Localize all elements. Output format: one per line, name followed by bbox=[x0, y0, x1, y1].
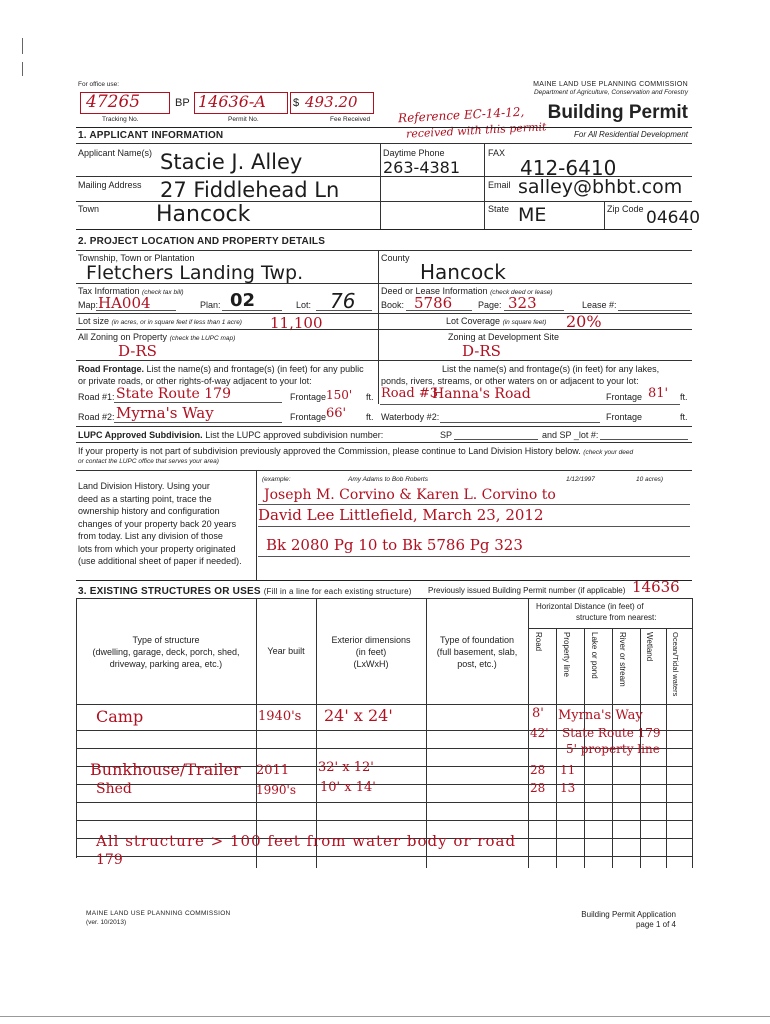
state-label: State bbox=[488, 204, 510, 214]
zip-value: 04640 bbox=[646, 208, 701, 228]
history-note-hint2: or contact the LUPC office that serves your area) bbox=[78, 458, 219, 465]
lease-label: Lease #: bbox=[582, 300, 617, 310]
sp-label: SP bbox=[440, 430, 453, 440]
table-rule bbox=[76, 704, 692, 705]
zoning-label bbox=[78, 332, 235, 342]
applicant-value: Stacie J. Alley bbox=[160, 150, 303, 174]
fill-line bbox=[114, 422, 282, 423]
email-value: salley@bhbt.com bbox=[518, 176, 683, 198]
road-frontage-text: List the name(s) and frontage(s) (in feet) for any public bbox=[146, 364, 364, 374]
row4-dims: 32' x 12' bbox=[318, 760, 374, 775]
fee-label: Fee Received bbox=[330, 116, 371, 123]
deed-label-text: Deed or Lease Information bbox=[381, 286, 488, 296]
agency-name: MAINE LAND USE PLANNING COMMISSION bbox=[533, 81, 688, 88]
mailing-label: Mailing Address bbox=[78, 180, 142, 190]
county-label: County bbox=[381, 253, 410, 263]
prev-permit-label: Previously issued Building Permit number (if applicable) bbox=[428, 586, 626, 595]
road2-value: Myrna's Way bbox=[116, 404, 214, 422]
deed-hint: (check deed or lease) bbox=[490, 289, 553, 296]
history-note bbox=[78, 446, 633, 456]
ldh-line: from today. List any division of those bbox=[78, 531, 223, 541]
history-entry-2: David Lee Littlefield, March 23, 2012 bbox=[258, 506, 544, 524]
table-rule bbox=[528, 628, 692, 629]
map-label: Map: bbox=[78, 300, 99, 310]
waterbody2-frontage-label: Frontage bbox=[606, 412, 643, 422]
example-names: Amy Adams to Bob Roberts bbox=[348, 476, 428, 483]
row2-road: 42' bbox=[530, 726, 549, 740]
plan-label: Plan: bbox=[200, 300, 221, 310]
row5-dims: 10' x 14' bbox=[320, 780, 376, 795]
bp-label: BP bbox=[175, 97, 190, 109]
department-name: Department of Agriculture, Conservation and Forestry bbox=[533, 89, 688, 96]
for-office-use-label: For office use: bbox=[78, 81, 120, 88]
zoning-hint: (check the LUPC map) bbox=[169, 335, 236, 342]
tracking-number: 47265 bbox=[86, 92, 141, 112]
section3-title-hint: (Fill in a line for each existing structure) bbox=[263, 587, 412, 596]
history-entry-1: Joseph M. Corvino & Karen L. Corvino to bbox=[264, 487, 556, 503]
road-frontage-heading bbox=[78, 364, 364, 374]
section3-title bbox=[78, 586, 412, 597]
book-value: 5786 bbox=[414, 294, 453, 312]
lotsize-value: 11,100 bbox=[270, 314, 323, 332]
ft-label: ft. bbox=[366, 392, 374, 402]
table-rule bbox=[76, 802, 692, 803]
zoning-label-text: All Zoning on Property bbox=[78, 332, 168, 342]
section-rule bbox=[76, 580, 692, 581]
col-foundation-line: Type of foundation bbox=[439, 635, 515, 645]
permit-number: 14636-A bbox=[198, 92, 266, 111]
road3-frontage-label: Frontage bbox=[606, 392, 643, 402]
col-divider bbox=[256, 470, 257, 580]
tax-hint: (check tax bill) bbox=[142, 289, 184, 296]
row1-road: 8' bbox=[532, 706, 544, 721]
ft-label: ft. bbox=[680, 412, 688, 422]
phone-label: Daytime Phone bbox=[383, 148, 445, 158]
section-rule bbox=[76, 250, 692, 251]
road2-frontage-label: Frontage bbox=[290, 412, 327, 422]
town-value: Hancock bbox=[156, 202, 251, 227]
road-frontage-label: Road Frontage. bbox=[78, 364, 145, 374]
row4-road: 28 bbox=[530, 763, 546, 777]
row4-year: 2011 bbox=[256, 763, 290, 778]
fill-line bbox=[600, 439, 688, 440]
col-foundation-line: (full basement, slab, bbox=[436, 647, 518, 657]
road1-label: Road #1: bbox=[78, 392, 115, 402]
row1-dims: 24' x 24' bbox=[324, 706, 393, 725]
dist-col-ocean: Ocean/Tidal waters bbox=[671, 632, 680, 697]
row-rule bbox=[76, 442, 692, 443]
zip-label: Zip Code bbox=[607, 204, 644, 214]
section-rule bbox=[76, 598, 692, 599]
row5-note: 13 bbox=[560, 781, 576, 795]
lotsize-label-text: Lot size bbox=[78, 316, 110, 326]
page-value: 323 bbox=[508, 294, 537, 312]
section-rule bbox=[76, 229, 692, 230]
scan-edge bbox=[0, 1016, 770, 1017]
dollar-sign: $ bbox=[293, 97, 300, 109]
history-entry-3: Bk 2080 Pg 10 to Bk 5786 Pg 323 bbox=[266, 536, 523, 554]
tracking-label: Tracking No. bbox=[102, 116, 139, 123]
ldh-line: changes of your property back 20 years bbox=[78, 518, 237, 529]
footer-form-name: Building Permit Application bbox=[581, 910, 676, 919]
lupc-label: LUPC Approved Subdivision. bbox=[78, 430, 203, 440]
fill-line bbox=[440, 422, 600, 423]
ldh-line: Land Division History. Using your bbox=[78, 481, 210, 491]
col-dims-line: (LxWxH) bbox=[353, 659, 389, 669]
ldh-line: deed as a starting point, trace the bbox=[78, 493, 212, 504]
example-date: 1/12/1997 bbox=[566, 476, 595, 483]
road3-frontage: 81' bbox=[648, 386, 669, 401]
zoning-site-label: Zoning at Development Site bbox=[448, 332, 560, 342]
fill-line bbox=[258, 504, 690, 505]
ldh-line: lots from which your property originated bbox=[78, 543, 236, 554]
margin-mark bbox=[22, 38, 23, 54]
zoning-value: D-RS bbox=[118, 342, 157, 360]
road1-value: State Route 179 bbox=[116, 386, 231, 402]
sp-lot-label: and SP _lot #: bbox=[542, 430, 599, 440]
col-dims-header bbox=[316, 634, 426, 670]
map-value: HA004 bbox=[98, 294, 151, 312]
col-divider bbox=[380, 143, 381, 229]
fee-amount: 493.20 bbox=[305, 93, 358, 111]
road-frontage-text2: or private roads, or other rights-of-way adjacent to your lot: bbox=[78, 376, 312, 386]
tax-label-text: Tax Information bbox=[78, 286, 140, 296]
fill-line bbox=[454, 439, 538, 440]
road1-frontage: 150' bbox=[326, 388, 353, 402]
fill-line bbox=[258, 556, 690, 557]
coverage-label bbox=[446, 316, 546, 326]
col-type-header bbox=[76, 634, 256, 670]
table-col-divider bbox=[256, 598, 257, 868]
land-division-history-text bbox=[78, 480, 242, 568]
table-rule bbox=[76, 820, 692, 821]
coverage-label-text: Lot Coverage bbox=[446, 316, 501, 326]
reference-note: Reference EC-14-12, bbox=[397, 104, 525, 126]
township-value: Fletchers Landing Twp. bbox=[86, 262, 304, 284]
col-type-line: driveway, parking area, etc.) bbox=[109, 659, 223, 669]
footer-version: (ver. 10/2013) bbox=[86, 919, 127, 926]
fill-line bbox=[222, 310, 282, 311]
water-frontage-text2: ponds, rivers, streams, or other waters on or adjacent to your lot: bbox=[381, 376, 639, 386]
row-rule bbox=[76, 360, 692, 361]
row5-type: Shed bbox=[96, 781, 132, 797]
row-rule bbox=[76, 426, 692, 427]
page-label: Page: bbox=[478, 300, 502, 310]
email-label: Email bbox=[488, 180, 511, 190]
col-divider bbox=[604, 201, 605, 229]
section1-title: 1. APPLICANT INFORMATION bbox=[78, 130, 224, 141]
road2-frontage: 66' bbox=[326, 406, 347, 421]
section2-title: 2. PROJECT LOCATION AND PROPERTY DETAILS bbox=[78, 236, 326, 247]
lotsize-label bbox=[78, 316, 242, 326]
road3-label: Road #3 bbox=[381, 386, 438, 401]
col-type-line: Type of structure bbox=[132, 635, 200, 645]
row1-note: Myrna's Way bbox=[558, 708, 643, 723]
row5-year: 1990's bbox=[256, 783, 296, 797]
ft-label: ft. bbox=[366, 412, 374, 422]
footer-page: page 1 of 4 bbox=[635, 920, 676, 929]
fill-line bbox=[406, 310, 472, 311]
form-subtitle: For All Residential Development bbox=[574, 130, 688, 139]
dist-col-lake: Lake or pond bbox=[590, 632, 599, 679]
col-year-header: Year built bbox=[267, 646, 305, 656]
fill-line bbox=[380, 404, 680, 405]
col-dims-line: Exterior dimensions bbox=[331, 635, 411, 645]
row5-road: 28 bbox=[530, 781, 546, 795]
structures-footnote: All structure > 100 feet from water body or road bbox=[96, 832, 517, 850]
township-label: Township, Town or Plantation bbox=[78, 253, 195, 263]
col-divider bbox=[378, 250, 379, 404]
form-title: Building Permit bbox=[547, 102, 688, 123]
col-foundation-line: post, etc.) bbox=[457, 659, 497, 669]
road1-frontage-label: Frontage bbox=[290, 392, 327, 402]
fill-line bbox=[618, 310, 690, 311]
row1-year: 1940's bbox=[258, 709, 302, 724]
row4-note: 11 bbox=[560, 763, 576, 777]
row1-type: Camp bbox=[96, 707, 144, 726]
row-rule bbox=[76, 329, 692, 330]
row-rule bbox=[76, 470, 692, 471]
road3-value: Hanna's Road bbox=[432, 386, 531, 402]
structures-footnote-2: 179 bbox=[96, 852, 123, 868]
lotsize-hint: (in acres, or in square feet if less than 1 acre) bbox=[111, 319, 242, 326]
fill-line bbox=[316, 310, 372, 311]
waterbody2-label: Waterbody #2: bbox=[381, 412, 440, 422]
reference-note-2: received with this permit bbox=[405, 120, 547, 141]
history-note-hint: (check your deed bbox=[583, 449, 634, 456]
section3-title-text: 3. EXISTING STRUCTURES OR USES bbox=[78, 586, 261, 597]
section-rule bbox=[76, 127, 692, 128]
history-note-text: If your property is not part of subdivision previously approved the Commission, please continue to Land Division History below. bbox=[78, 446, 581, 456]
distance-header-1: Horizontal Distance (in feet) of bbox=[536, 602, 644, 611]
coverage-value: 20% bbox=[566, 312, 602, 331]
lot-label: Lot: bbox=[296, 300, 312, 310]
row2-note: State Route 179 bbox=[562, 726, 661, 740]
table-rule bbox=[76, 784, 692, 785]
col-type-line: (dwelling, garage, deck, porch, shed, bbox=[92, 647, 240, 657]
ft-label: ft. bbox=[680, 392, 688, 402]
fax-value: 412-6410 bbox=[520, 156, 617, 180]
example-label: (example: bbox=[262, 476, 291, 483]
prev-permit-value: 14636 bbox=[632, 578, 680, 596]
row4-type: Bunkhouse/Trailer bbox=[90, 760, 241, 779]
applicant-label: Applicant Name(s) bbox=[78, 148, 153, 158]
footer-agency: MAINE LAND USE PLANNING COMMISSION bbox=[86, 910, 231, 917]
ldh-line: ownership history and configuration bbox=[78, 506, 220, 516]
plan-value: 02 bbox=[230, 290, 256, 311]
col-foundation-header bbox=[426, 634, 528, 670]
fax-label: FAX bbox=[488, 148, 506, 158]
phone-value: 263-4381 bbox=[383, 158, 461, 177]
margin-mark bbox=[22, 62, 23, 76]
zoning-site-value: D-RS bbox=[462, 342, 501, 360]
table-col-divider bbox=[528, 598, 529, 868]
lot-value: 76 bbox=[330, 289, 356, 313]
dist-col-property-line: Property line bbox=[562, 632, 571, 677]
lupc-text: List the LUPC approved subdivision number: bbox=[205, 430, 384, 440]
col-divider bbox=[484, 143, 485, 229]
example-acres: 10 acres) bbox=[636, 476, 664, 483]
fill-line bbox=[96, 310, 176, 311]
section-rule bbox=[76, 143, 692, 144]
dist-col-river: River or stream bbox=[618, 632, 627, 687]
coverage-hint: (in square feet) bbox=[502, 319, 547, 326]
ldh-line: (use additional sheet of paper if needed). bbox=[78, 556, 242, 566]
mailing-value: 27 Fiddlehead Ln bbox=[160, 178, 340, 202]
book-label: Book: bbox=[381, 300, 405, 310]
row3-note: 5' property line bbox=[566, 742, 660, 756]
dist-col-road: Road bbox=[534, 632, 543, 652]
table-rule bbox=[76, 856, 692, 857]
county-value: Hancock bbox=[420, 260, 506, 284]
road2-label: Road #2: bbox=[78, 412, 115, 422]
state-value: ME bbox=[518, 204, 547, 226]
table-border bbox=[692, 598, 693, 868]
fill-line bbox=[114, 402, 282, 403]
lupc-line bbox=[78, 430, 383, 440]
col-dims-line: (in feet) bbox=[355, 647, 387, 657]
dist-col-wetland: Wetland bbox=[645, 632, 654, 662]
fill-line bbox=[258, 526, 690, 527]
town-label: Town bbox=[78, 204, 100, 214]
distance-header-2: structure from nearest: bbox=[576, 613, 657, 622]
water-frontage-text: List the name(s) and frontage(s) (in feet) for any lakes, bbox=[442, 364, 660, 374]
permit-label: Permit No. bbox=[228, 116, 259, 123]
fill-line bbox=[504, 310, 564, 311]
row-rule bbox=[76, 283, 692, 284]
